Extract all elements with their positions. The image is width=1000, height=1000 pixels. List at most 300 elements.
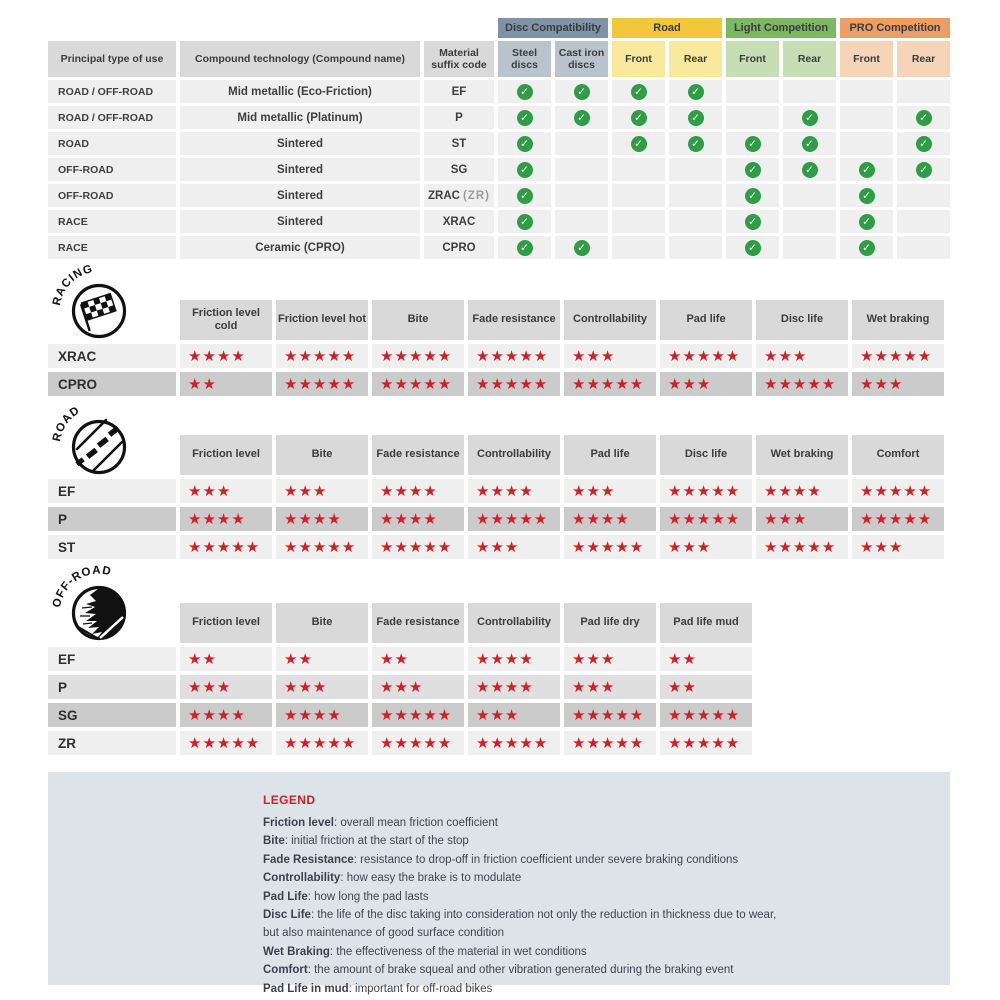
subcolumn-header: Rear: [897, 41, 950, 77]
check-cell: [669, 80, 722, 103]
subcolumn-header: Cast iron discs: [555, 41, 608, 77]
legend-line: [263, 961, 930, 979]
check-cell: [555, 80, 608, 103]
star-rating: [180, 675, 272, 699]
rating-column-header: Fade resistance: [372, 435, 464, 475]
star-rating: [468, 507, 560, 531]
check-cell: [612, 158, 665, 181]
legend-term: Pad Life: [263, 890, 308, 903]
use-cell: OFF-ROAD: [48, 184, 176, 207]
use-cell: RACE: [48, 236, 176, 259]
rating-column-header: Wet braking: [852, 300, 944, 340]
check-icon: ✓: [574, 84, 590, 100]
legend-line: [263, 832, 930, 850]
check-cell: [726, 158, 779, 181]
check-cell: [555, 184, 608, 207]
legend-line: [263, 943, 930, 961]
rating-column-header: Controllability: [564, 300, 656, 340]
star-icons: ★★★★★: [380, 375, 453, 393]
legend-desc: : the effectiveness of the material in wet conditions: [329, 945, 587, 958]
use-cell: OFF-ROAD: [48, 158, 176, 181]
legend-line: [263, 851, 930, 869]
group-header-road: Road: [612, 18, 722, 38]
star-rating: [372, 372, 464, 396]
offroad-table: [48, 603, 752, 755]
star-icons: ★★: [188, 375, 217, 393]
legend-desc: : important for off-road bikes: [348, 982, 493, 995]
check-icon: ✓: [688, 136, 704, 152]
star-icons: ★★★★: [380, 510, 438, 528]
code-cell: EF: [424, 80, 494, 103]
compound-label: EF: [48, 479, 176, 503]
legend-term: Controllability: [263, 872, 341, 885]
use-cell: ROAD / OFF-ROAD: [48, 80, 176, 103]
tech-cell: Sintered: [180, 132, 420, 155]
check-cell: [840, 106, 893, 129]
star-rating: [660, 703, 752, 727]
legend-line: [263, 906, 930, 924]
star-rating: [276, 647, 368, 671]
star-rating: [372, 507, 464, 531]
star-rating: [276, 479, 368, 503]
check-icon: ✓: [859, 162, 875, 178]
svg-text:ROAD: ROAD: [52, 404, 83, 443]
star-icons: ★★★★: [476, 482, 534, 500]
legend-panel: [48, 772, 950, 995]
check-cell: [897, 236, 950, 259]
star-icons: ★★★★★: [188, 538, 261, 556]
star-icons: ★★: [380, 650, 409, 668]
star-rating: [564, 479, 656, 503]
star-rating: [852, 344, 944, 368]
star-rating: [180, 647, 272, 671]
star-icons: ★★★★★: [476, 375, 549, 393]
legend-term: Comfort: [263, 964, 308, 977]
check-icon: ✓: [802, 162, 818, 178]
group-header-disc-compatibility: Disc Compatibility: [498, 18, 608, 38]
rating-column-header: Disc life: [660, 435, 752, 475]
star-icons: ★★★★★: [188, 734, 261, 752]
check-cell: [840, 158, 893, 181]
check-cell: [840, 210, 893, 233]
use-cell: ROAD / OFF-ROAD: [48, 106, 176, 129]
compound-label: ZR: [48, 731, 176, 755]
star-icons: ★★★★★: [380, 538, 453, 556]
check-icon: ✓: [517, 162, 533, 178]
check-cell: [726, 132, 779, 155]
star-icons: ★★★: [668, 375, 712, 393]
code-cell: ST: [424, 132, 494, 155]
star-rating: [372, 647, 464, 671]
star-rating: [852, 507, 944, 531]
column-header: Material suffix code: [424, 41, 494, 77]
star-icons: ★★★★: [380, 482, 438, 500]
code-cell: CPRO: [424, 236, 494, 259]
svg-text:RACING: RACING: [52, 262, 95, 307]
star-icons: ★★★★★: [668, 734, 741, 752]
star-icons: ★★★★★: [476, 347, 549, 365]
star-rating: [372, 675, 464, 699]
star-icons: ★★★★★: [476, 734, 549, 752]
star-icons: ★★★★★: [860, 510, 933, 528]
check-cell: [840, 184, 893, 207]
tech-cell: Sintered: [180, 158, 420, 181]
check-cell: [783, 80, 836, 103]
star-icons: ★★★★★: [764, 375, 837, 393]
compound-label: P: [48, 675, 176, 699]
star-rating: [180, 507, 272, 531]
check-cell: [897, 106, 950, 129]
check-icon: ✓: [517, 214, 533, 230]
rating-column-header: Friction level: [180, 603, 272, 643]
star-icons: ★★★★: [284, 510, 342, 528]
check-cell: [669, 132, 722, 155]
star-rating: [468, 675, 560, 699]
check-icon: ✓: [802, 110, 818, 126]
star-icons: ★★★★★: [860, 482, 933, 500]
column-header: Principal type of use: [48, 41, 176, 77]
tech-cell: Sintered: [180, 210, 420, 233]
check-icon: ✓: [517, 240, 533, 256]
star-icons: ★★★: [188, 482, 232, 500]
legend-desc: : how easy the brake is to modulate: [340, 872, 522, 885]
star-icons: ★★★★★: [764, 538, 837, 556]
star-rating: [660, 479, 752, 503]
legend-line: [263, 814, 930, 832]
star-rating: [756, 372, 848, 396]
star-rating: [564, 507, 656, 531]
legend-term: Bite: [263, 835, 285, 848]
star-icons: ★★★★★: [476, 510, 549, 528]
check-cell: [840, 80, 893, 103]
star-rating: [180, 535, 272, 559]
subcolumn-header: Front: [612, 41, 665, 77]
star-rating: [660, 507, 752, 531]
check-icon: ✓: [859, 240, 875, 256]
check-cell: [783, 236, 836, 259]
check-cell: [498, 210, 551, 233]
star-rating: [468, 344, 560, 368]
svg-text:OFF-ROAD: OFF-ROAD: [52, 564, 113, 609]
check-cell: [498, 236, 551, 259]
star-icons: ★★★★: [188, 347, 246, 365]
legend-title: LEGEND: [263, 793, 316, 807]
star-rating: [852, 479, 944, 503]
rating-column-header: Pad life: [564, 435, 656, 475]
legend-line: [263, 980, 930, 998]
check-cell: [726, 210, 779, 233]
star-rating: [372, 479, 464, 503]
rating-column-header: Controllability: [468, 435, 560, 475]
compound-label: ST: [48, 535, 176, 559]
star-rating: [180, 344, 272, 368]
code-cell: XRAC: [424, 210, 494, 233]
rating-column-header: Fade resistance: [468, 300, 560, 340]
star-rating: [468, 535, 560, 559]
legend-desc: : resistance to drop-off in friction coefficient under severe braking conditions: [353, 853, 739, 866]
check-icon: ✓: [631, 136, 647, 152]
check-cell: [555, 106, 608, 129]
rating-column-header: Disc life: [756, 300, 848, 340]
check-icon: ✓: [745, 162, 761, 178]
use-cell: ROAD: [48, 132, 176, 155]
star-rating: [660, 731, 752, 755]
check-cell: [783, 158, 836, 181]
check-icon: ✓: [688, 84, 704, 100]
check-cell: [669, 158, 722, 181]
road-table: [48, 435, 944, 559]
star-icons: ★★★★: [764, 482, 822, 500]
check-icon: ✓: [859, 214, 875, 230]
check-icon: ✓: [745, 188, 761, 204]
check-icon: ✓: [517, 84, 533, 100]
check-cell: [669, 236, 722, 259]
star-icons: ★★★★★: [380, 347, 453, 365]
star-rating: [276, 535, 368, 559]
check-cell: [669, 184, 722, 207]
star-rating: [372, 731, 464, 755]
subcolumn-header: Rear: [669, 41, 722, 77]
check-cell: [555, 210, 608, 233]
legend-desc: : initial friction at the start of the stop: [284, 835, 469, 848]
rating-column-header: Fade resistance: [372, 603, 464, 643]
check-icon: ✓: [631, 84, 647, 100]
star-rating: [564, 344, 656, 368]
rating-column-header: Bite: [276, 435, 368, 475]
star-icons: ★★: [668, 678, 697, 696]
star-rating: [660, 344, 752, 368]
star-icons: ★★★★★: [668, 482, 741, 500]
legend-items: [263, 814, 930, 998]
check-cell: [840, 132, 893, 155]
column-header: Compound technology (Compound name): [180, 41, 420, 77]
rating-column-header: Bite: [372, 300, 464, 340]
star-rating: [372, 703, 464, 727]
rating-corner-spacer: [48, 603, 176, 643]
check-cell: [612, 210, 665, 233]
star-rating: [564, 731, 656, 755]
check-cell: [498, 106, 551, 129]
star-rating: [276, 703, 368, 727]
star-icons: ★★★★★: [572, 706, 645, 724]
star-icons: ★★★★★: [572, 538, 645, 556]
compound-label: CPRO: [48, 372, 176, 396]
check-cell: [498, 184, 551, 207]
code-cell: P: [424, 106, 494, 129]
star-icons: ★★★★: [476, 650, 534, 668]
star-icons: ★★★★★: [284, 538, 357, 556]
star-icons: ★★★★★: [284, 734, 357, 752]
compound-label: XRAC: [48, 344, 176, 368]
code-cell: ZRAC (ZR): [424, 184, 494, 207]
tech-cell: Mid metallic (Platinum): [180, 106, 420, 129]
star-rating: [372, 535, 464, 559]
check-icon: ✓: [517, 110, 533, 126]
star-rating: [276, 675, 368, 699]
check-cell: [555, 132, 608, 155]
subcolumn-header: Front: [840, 41, 893, 77]
star-icons: ★★★★★: [860, 347, 933, 365]
rating-column-header: Bite: [276, 603, 368, 643]
use-cell: RACE: [48, 210, 176, 233]
star-icons: ★★★★: [572, 510, 630, 528]
compat-corner-spacer: [48, 18, 494, 38]
legend-term: Friction level: [263, 817, 334, 829]
star-icons: ★★★: [860, 375, 904, 393]
check-icon: ✓: [916, 110, 932, 126]
check-cell: [897, 210, 950, 233]
star-icons: ★★★: [572, 347, 616, 365]
check-cell: [498, 158, 551, 181]
check-cell: [897, 80, 950, 103]
star-rating: [468, 479, 560, 503]
star-icons: ★★★: [668, 538, 712, 556]
star-rating: [276, 372, 368, 396]
star-rating: [180, 731, 272, 755]
star-rating: [564, 535, 656, 559]
check-cell: [669, 210, 722, 233]
star-rating: [468, 731, 560, 755]
rating-column-header: Friction level: [180, 435, 272, 475]
tech-cell: Sintered: [180, 184, 420, 207]
check-cell: [726, 106, 779, 129]
star-rating: [564, 675, 656, 699]
compound-label: P: [48, 507, 176, 531]
tech-cell: Mid metallic (Eco-Friction): [180, 80, 420, 103]
star-rating: [756, 507, 848, 531]
star-rating: [276, 344, 368, 368]
check-icon: ✓: [574, 240, 590, 256]
check-cell: [612, 236, 665, 259]
star-icons: ★★: [188, 650, 217, 668]
star-icons: ★★★: [284, 482, 328, 500]
rating-column-header: Wet braking: [756, 435, 848, 475]
star-rating: [180, 479, 272, 503]
star-icons: ★★★: [764, 510, 808, 528]
star-icons: ★★★★★: [380, 706, 453, 724]
check-icon: ✓: [517, 188, 533, 204]
check-cell: [783, 184, 836, 207]
star-icons: ★★★★★: [284, 375, 357, 393]
code-cell: SG: [424, 158, 494, 181]
star-rating: [372, 344, 464, 368]
legend-term: Fade Resistance: [263, 853, 354, 866]
subcolumn-header: Front: [726, 41, 779, 77]
star-rating: [660, 647, 752, 671]
legend-desc: : overall mean friction coefficient: [333, 817, 498, 829]
compound-label: SG: [48, 703, 176, 727]
check-cell: [612, 184, 665, 207]
star-rating: [276, 731, 368, 755]
compatibility-table: [48, 18, 950, 259]
legend-desc: : the amount of brake squeal and other vibration generated during the braking event: [307, 964, 734, 977]
star-icons: ★★★★★: [284, 347, 357, 365]
star-icons: ★★★★: [188, 510, 246, 528]
check-cell: [726, 80, 779, 103]
star-icons: ★★★★★: [668, 510, 741, 528]
check-cell: [897, 158, 950, 181]
check-cell: [840, 236, 893, 259]
compound-label: EF: [48, 647, 176, 671]
group-header-light-competition: Light Competition: [726, 18, 836, 38]
check-icon: ✓: [859, 188, 875, 204]
star-icons: ★★★: [860, 538, 904, 556]
star-icons: ★★★★: [476, 678, 534, 696]
rating-corner-spacer: [48, 435, 176, 475]
star-icons: ★★★★★: [572, 734, 645, 752]
star-icons: ★★★★: [188, 706, 246, 724]
check-icon: ✓: [574, 110, 590, 126]
check-cell: [555, 158, 608, 181]
check-icon: ✓: [802, 136, 818, 152]
legend-term: Pad Life in mud: [263, 982, 349, 995]
rating-column-header: Friction level hot: [276, 300, 368, 340]
star-rating: [564, 703, 656, 727]
rating-column-header: Pad life dry: [564, 603, 656, 643]
star-icons: ★★★: [572, 482, 616, 500]
star-icons: ★★★: [380, 678, 424, 696]
star-icons: ★★★★★: [572, 375, 645, 393]
check-cell: [783, 132, 836, 155]
legend-line: [263, 888, 930, 906]
rating-corner-spacer: [48, 300, 176, 340]
legend-line: [263, 924, 930, 942]
legend-line: [263, 869, 930, 887]
check-icon: ✓: [631, 110, 647, 126]
star-rating: [756, 344, 848, 368]
star-icons: ★★: [284, 650, 313, 668]
star-icons: ★★★: [188, 678, 232, 696]
group-header-pro-competition: PRO Competition: [840, 18, 950, 38]
star-rating: [660, 535, 752, 559]
rating-column-header: Pad life: [660, 300, 752, 340]
check-icon: ✓: [916, 162, 932, 178]
subcolumn-header: Steel discs: [498, 41, 551, 77]
check-cell: [897, 132, 950, 155]
check-icon: ✓: [688, 110, 704, 126]
rating-column-header: Friction level cold: [180, 300, 272, 340]
star-icons: ★★★★: [284, 706, 342, 724]
star-rating: [756, 535, 848, 559]
check-cell: [783, 210, 836, 233]
tech-cell: Ceramic (CPRO): [180, 236, 420, 259]
legend-term: Disc Life: [263, 909, 311, 922]
star-icons: ★★★★★: [668, 706, 741, 724]
check-cell: [897, 184, 950, 207]
check-icon: ✓: [745, 240, 761, 256]
star-icons: ★★★: [764, 347, 808, 365]
star-icons: ★★: [668, 650, 697, 668]
check-cell: [498, 132, 551, 155]
check-cell: [612, 106, 665, 129]
star-rating: [852, 372, 944, 396]
subcolumn-header: Rear: [783, 41, 836, 77]
star-rating: [468, 647, 560, 671]
check-cell: [612, 80, 665, 103]
rating-column-header: Controllability: [468, 603, 560, 643]
rating-column-header: Comfort: [852, 435, 944, 475]
legend-desc: : the life of the disc taking into consideration not only the reduction in thickness due to wear,: [310, 909, 777, 922]
star-icons: ★★★: [476, 706, 520, 724]
star-rating: [180, 372, 272, 396]
check-cell: [783, 106, 836, 129]
star-rating: [564, 647, 656, 671]
star-icons: ★★★: [284, 678, 328, 696]
star-rating: [852, 535, 944, 559]
star-icons: ★★★: [476, 538, 520, 556]
check-icon: ✓: [745, 136, 761, 152]
check-cell: [612, 132, 665, 155]
